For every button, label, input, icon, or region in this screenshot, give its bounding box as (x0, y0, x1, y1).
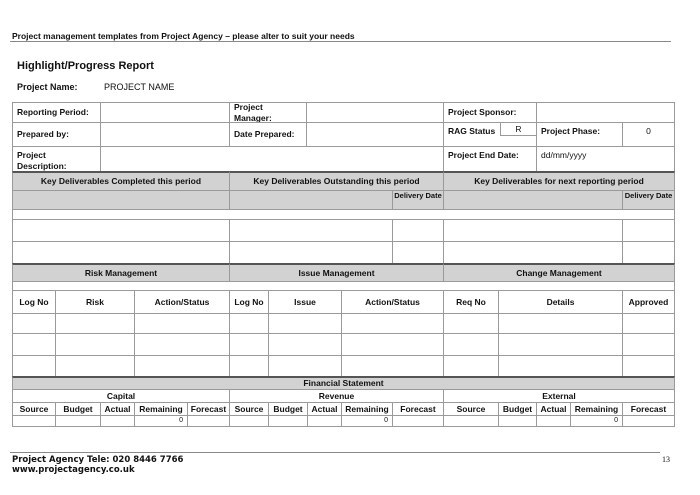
next-deliverable-row[interactable] (443, 219, 623, 242)
project-name-value[interactable]: PROJECT NAME (104, 82, 175, 92)
issue-cell[interactable] (268, 333, 342, 356)
project-manager-label: Project Manager: (229, 102, 307, 123)
issue-log-no-cell[interactable] (229, 333, 269, 356)
issue-action-status-header: Action/Status (341, 290, 444, 314)
risk-log-no-cell[interactable] (12, 355, 56, 377)
external-actual-header: Actual (536, 402, 571, 416)
project-manager-field[interactable] (306, 102, 444, 123)
external-forecast-header: Forecast (622, 402, 675, 416)
next-deliverables-header: Key Deliverables for next reporting period (443, 171, 675, 191)
revenue-forecast-header: Forecast (392, 402, 444, 416)
revenue-budget-cell[interactable] (268, 415, 308, 427)
footer-divider (10, 452, 660, 453)
revenue-group-header: Revenue (229, 389, 444, 403)
completed-deliverable-row[interactable] (12, 241, 230, 264)
external-source-cell[interactable] (443, 415, 499, 427)
details-cell[interactable] (498, 333, 623, 356)
rag-status-field[interactable]: R (500, 122, 537, 136)
page-number: 13 (662, 455, 670, 464)
next-deliverable-row[interactable] (443, 241, 623, 264)
completed-deliverable-row[interactable] (12, 219, 230, 242)
footer-website[interactable]: www.projectagency.co.uk (12, 465, 135, 475)
next-delivery-date-header: Delivery Date (622, 190, 675, 210)
issue-cell[interactable] (268, 313, 342, 334)
external-group-header: External (443, 389, 675, 403)
req-no-header: Req No (443, 290, 499, 314)
issue-log-no-header: Log No (229, 290, 269, 314)
issue-log-no-cell[interactable] (229, 355, 269, 377)
revenue-budget-header: Budget (268, 402, 308, 416)
req-no-cell[interactable] (443, 313, 499, 334)
project-end-date-label: Project End Date: (443, 146, 537, 172)
req-no-cell[interactable] (443, 355, 499, 377)
issue-header: Issue (268, 290, 342, 314)
req-no-cell[interactable] (443, 333, 499, 356)
capital-actual-header: Actual (100, 402, 135, 416)
risk-action-cell[interactable] (134, 333, 230, 356)
revenue-forecast-cell[interactable] (392, 415, 444, 427)
revenue-remaining-header: Remaining (341, 402, 393, 416)
risk-log-no-cell[interactable] (12, 333, 56, 356)
external-source-header: Source (443, 402, 499, 416)
prepared-by-field[interactable] (100, 122, 230, 147)
risk-cell[interactable] (55, 313, 135, 334)
page-header: Project management templates from Project Agency – please alter to suit your needs (12, 31, 355, 41)
details-cell[interactable] (498, 355, 623, 377)
risk-action-status-header: Action/Status (134, 290, 230, 314)
completed-deliverables-header: Key Deliverables Completed this period (12, 171, 230, 191)
risk-cell[interactable] (55, 333, 135, 356)
risk-action-cell[interactable] (134, 313, 230, 334)
revenue-source-cell[interactable] (229, 415, 269, 427)
revenue-actual-header: Actual (307, 402, 342, 416)
capital-actual-cell[interactable] (100, 415, 135, 427)
report-title: Highlight/Progress Report (17, 60, 154, 72)
capital-forecast-cell[interactable] (187, 415, 230, 427)
external-remaining-header: Remaining (570, 402, 623, 416)
approved-cell[interactable] (622, 333, 675, 356)
issue-log-no-cell[interactable] (229, 313, 269, 334)
capital-budget-cell[interactable] (55, 415, 101, 427)
approved-cell[interactable] (622, 313, 675, 334)
project-sponsor-field[interactable] (536, 102, 675, 123)
project-end-date-field[interactable]: dd/mm/yyyy (536, 146, 675, 172)
capital-remaining-header: Remaining (134, 402, 188, 416)
completed-subheader (12, 190, 230, 210)
capital-source-header: Source (12, 402, 56, 416)
project-phase-field[interactable]: 0 (622, 122, 675, 147)
issue-action-cell[interactable] (341, 313, 444, 334)
approved-cell[interactable] (622, 355, 675, 377)
change-management-header: Change Management (443, 263, 675, 282)
project-sponsor-label: Project Sponsor: (443, 102, 537, 123)
risk-management-header: Risk Management (12, 263, 230, 282)
external-budget-cell[interactable] (498, 415, 537, 427)
capital-remaining-cell[interactable]: 0 (134, 415, 188, 427)
issue-action-cell[interactable] (341, 333, 444, 356)
outstanding-deliverable-row[interactable] (229, 241, 393, 264)
date-prepared-field[interactable] (306, 122, 444, 147)
details-cell[interactable] (498, 313, 623, 334)
reporting-period-field[interactable] (100, 102, 230, 123)
next-subheader (443, 190, 623, 210)
external-remaining-cell[interactable]: 0 (570, 415, 623, 427)
risk-header: Risk (55, 290, 135, 314)
issue-action-cell[interactable] (341, 355, 444, 377)
footer-contact: Project Agency Tele: 020 8446 7766 (12, 455, 184, 465)
capital-group-header: Capital (12, 389, 230, 403)
details-header: Details (498, 290, 623, 314)
outstanding-delivery-date-header: Delivery Date (392, 190, 444, 210)
outstanding-delivery-date-cell[interactable] (392, 219, 444, 242)
outstanding-delivery-date-cell[interactable] (392, 241, 444, 264)
next-delivery-date-cell[interactable] (622, 219, 675, 242)
revenue-source-header: Source (229, 402, 269, 416)
external-forecast-cell[interactable] (622, 415, 675, 427)
project-phase-label: Project Phase: (536, 122, 623, 147)
risk-log-no-header: Log No (12, 290, 56, 314)
project-description-field[interactable] (100, 146, 444, 172)
next-delivery-date-cell[interactable] (622, 241, 675, 264)
header-divider (10, 41, 671, 42)
risk-action-cell[interactable] (134, 355, 230, 377)
capital-source-cell[interactable] (12, 415, 56, 427)
external-actual-cell[interactable] (536, 415, 571, 427)
financial-statement-header: Financial Statement (12, 376, 675, 390)
risk-cell[interactable] (55, 355, 135, 377)
capital-forecast-header: Forecast (187, 402, 230, 416)
outstanding-deliverable-row[interactable] (229, 219, 393, 242)
outstanding-deliverables-header: Key Deliverables Outstanding this period (229, 171, 444, 191)
issue-cell[interactable] (268, 355, 342, 377)
reporting-period-label: Reporting Period: (12, 102, 101, 123)
prepared-by-label: Prepared by: (12, 122, 101, 147)
revenue-actual-cell[interactable] (307, 415, 342, 427)
project-description-label: Project Description: (12, 146, 101, 172)
issue-management-header: Issue Management (229, 263, 444, 282)
project-name-label: Project Name: (17, 82, 78, 92)
revenue-remaining-cell[interactable]: 0 (341, 415, 393, 427)
approved-header: Approved (622, 290, 675, 314)
external-budget-header: Budget (498, 402, 537, 416)
capital-budget-header: Budget (55, 402, 101, 416)
risk-log-no-cell[interactable] (12, 313, 56, 334)
date-prepared-label: Date Prepared: (229, 122, 307, 147)
rag-status-label: RAG Status (448, 126, 496, 136)
outstanding-subheader (229, 190, 393, 210)
